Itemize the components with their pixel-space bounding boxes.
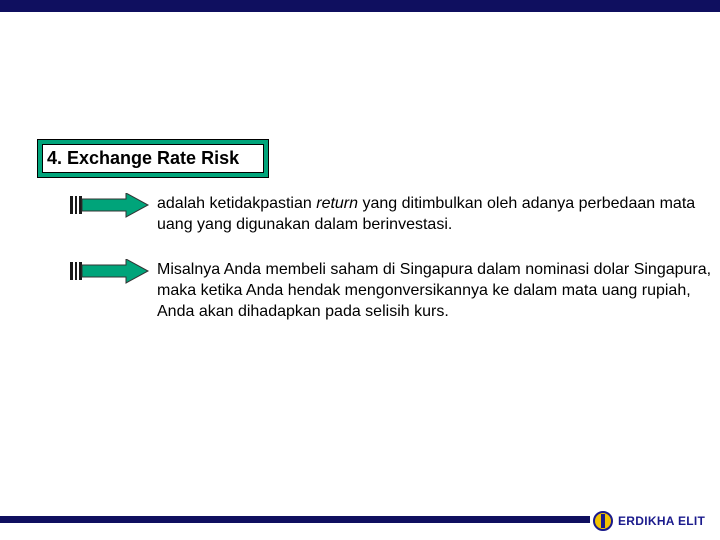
top-bar	[0, 0, 720, 12]
brand-name: ERDIKHA ELIT	[618, 514, 706, 528]
bullet-text-2: Misalnya Anda membeli saham di Singapura dalam nominasi dolar Singapura, maka ketika Anda hendak mengonversikannya ke dalam mata uang rupiah, Anda akan dihadapkan pada selisih kurs.	[157, 261, 712, 320]
erdikha-logo-icon	[592, 510, 614, 532]
footer-brand	[592, 509, 718, 533]
bullet-text-1: adalah ketidakpastian return yang ditimbulkan oleh adanya perbedaan mata uang yang digunakan dalam berinvestasi.	[157, 195, 696, 233]
arrow-right-icon	[70, 259, 150, 287]
slide-title: 4. Exchange Rate Risk	[42, 144, 264, 173]
arrow-right-icon	[70, 193, 150, 221]
title-box	[37, 139, 269, 178]
bottom-bar	[0, 516, 590, 523]
